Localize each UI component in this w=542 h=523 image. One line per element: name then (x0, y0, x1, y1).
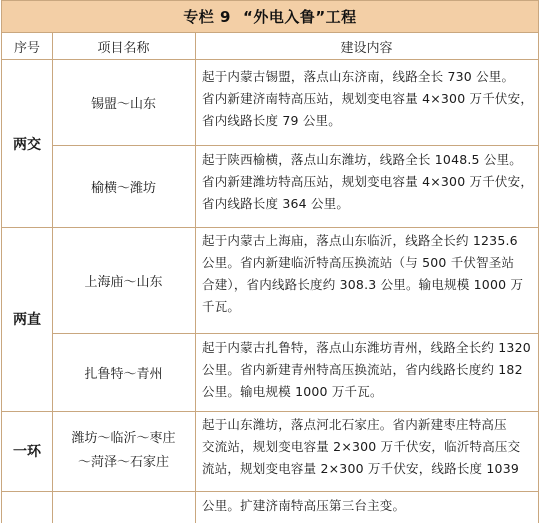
group-label-one-ring: 一环 (13, 444, 41, 460)
project-content: 起于陕西榆横，落点山东潍坊，线路全长 1048.5 公里。 省内新建潍坊特高压站，规划变电容量 4×300 万千伏安， 省内线路长度 364 公里。 (202, 152, 534, 211)
table-title (1, 0, 539, 33)
project-content: 起于内蒙古扎鲁特，落点山东潍坊青州，线路全长约 1320 公里。省内新建青州特高压换流站，省内线路长度约 182 公里。输电规模 1000 万千瓦。 (202, 340, 531, 399)
project-content: 起于内蒙古上海庙，落点山东临沂，线路全长约 1235.6 公里。省内新建临沂特高压换流站（与 500 千伏智圣站 合建），省内线路长度约 308.3 公里。输电规模 1000 万 千瓦。 (202, 233, 524, 314)
project-name: 上海庙～山东 (84, 274, 163, 290)
project-name: 榆横～潍坊 (90, 180, 156, 196)
project-name: 潍坊～临沂～枣庄 ～菏泽～石家庄 (71, 431, 176, 470)
header-seq: 序号 (2, 33, 52, 60)
project-content: 起于内蒙古锡盟，落点山东济南，线路全长 730 公里。 省内新建济南特高压站，规划变电容量 4×300 万千伏安， 省内线路长度 79 公里。 (202, 69, 534, 128)
project-content: 公里。扩建济南特高压第三台主变。 (202, 498, 406, 513)
header-project: 项目名称 (52, 33, 195, 60)
project-name: 扎鲁特～青州 (84, 366, 163, 382)
header-content: 建设内容 (195, 33, 538, 60)
group-label-two-dc: 两直 (13, 312, 41, 328)
column-divider (195, 33, 196, 523)
project-name: 锡盟～山东 (90, 97, 156, 112)
row-divider (2, 491, 539, 492)
title-name: “外电入鲁”工程 (242, 8, 357, 26)
title-label: 专栏 9 (183, 8, 231, 26)
group-label-two-ac: 两交 (13, 136, 41, 153)
project-content: 起于山东潍坊，落点河北石家庄。省内新建枣庄特高压 交流站，规划变电容量 2×300 万千伏安，临沂特高压交 流站，规划变电容量 2×300 万千伏安，线路长度 1039 (202, 417, 521, 476)
